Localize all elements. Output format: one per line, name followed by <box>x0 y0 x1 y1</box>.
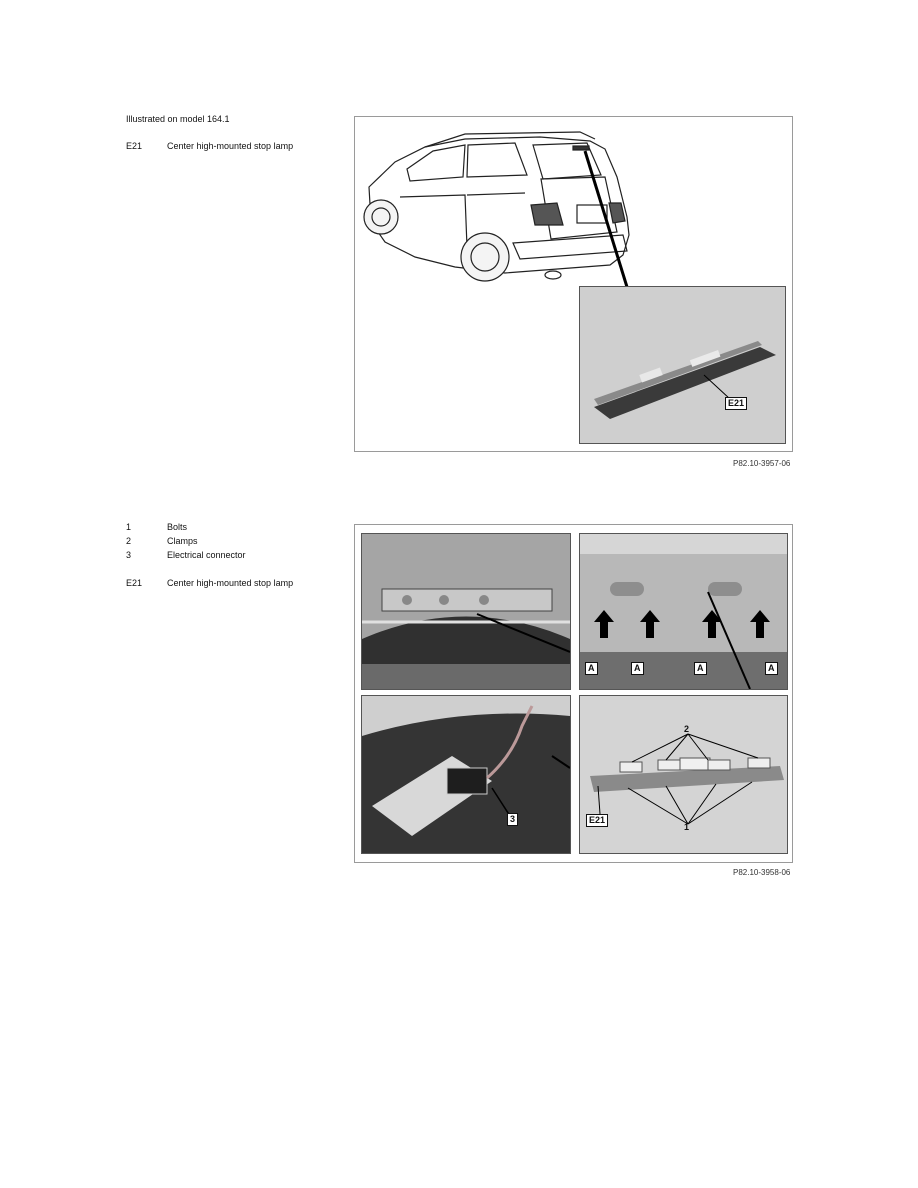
figure-vehicle-rear <box>354 116 793 452</box>
inset-lamp-photo <box>579 286 786 444</box>
lamp-mounted-illustration <box>580 534 787 689</box>
label-1: 1 <box>684 822 690 832</box>
photo-tailgate-open <box>361 533 571 690</box>
legend-text: Clamps <box>167 536 198 546</box>
legend-code: 1 <box>126 522 132 532</box>
figure-removal-steps <box>354 524 793 863</box>
label-3: 3 <box>507 813 518 826</box>
connector-illustration <box>362 696 570 853</box>
tailgate-illustration <box>362 534 570 689</box>
photo-lamp-mounted <box>579 533 788 690</box>
legend-code: 3 <box>126 550 132 560</box>
legend-code: 2 <box>126 536 132 546</box>
lamp-illustration <box>580 287 785 443</box>
legend-text: Bolts <box>167 522 188 532</box>
label-e21: E21 <box>586 814 608 827</box>
label-a: A <box>694 662 707 675</box>
legend-text: Center high-mounted stop lamp <box>167 578 294 588</box>
legend-code: E21 <box>126 141 143 151</box>
legend-text: Electrical connector <box>167 550 246 560</box>
legend-text: Center high-mounted stop lamp <box>167 141 294 151</box>
photo-lamp-removed <box>579 695 788 854</box>
label-a: A <box>631 662 644 675</box>
legend-code: E21 <box>126 578 143 588</box>
photo-connector <box>361 695 571 854</box>
label-2: 2 <box>684 724 690 734</box>
model-note: Illustrated on model 164.1 <box>126 114 230 124</box>
figure-caption: P82.10-3957-06 <box>733 459 791 468</box>
label-e21: E21 <box>725 397 747 410</box>
label-a: A <box>585 662 598 675</box>
figure-caption: P82.10-3958-06 <box>733 868 791 877</box>
label-a: A <box>765 662 778 675</box>
